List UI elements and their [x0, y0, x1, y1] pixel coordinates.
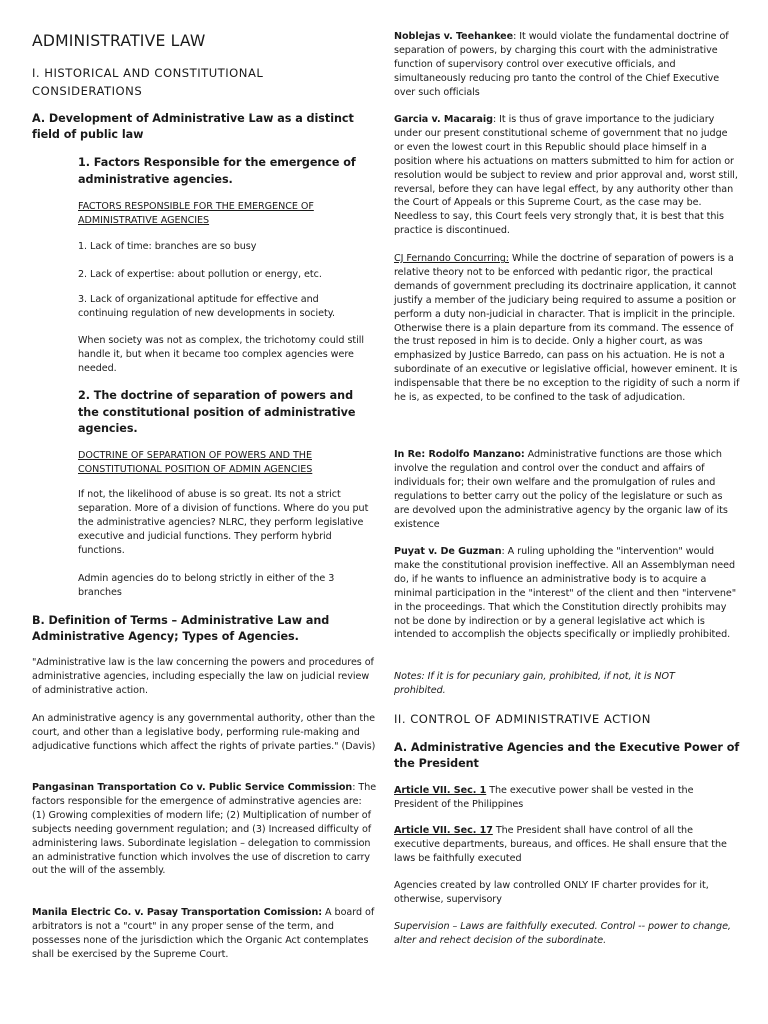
case-text-meralco: A board of arbitrators is not a "court" in any proper sense of the term, and possesses none of the jurisdiction which the Organic Act contemplates shall be exercised by the Supreme Court. [32, 907, 375, 960]
case-name-garcia: Garcia v. Macaraig [394, 114, 493, 125]
case-text-manzano: Administrative functions are those which involve the regulation and control over the conduct and affairs of individuals for; their own welfare and the promulgation of rules and regulations to better carry out the policy of the legislature or such as are devolved upon the administrative agency by the organic law of its existence [394, 449, 728, 530]
case-meralco [32, 906, 377, 962]
case-name-cj-fernando: CJ Fernando Concurring: [394, 253, 509, 264]
factors-heading: FACTORS RESPONSIBLE FOR THE EMERGENCE OF ADMINISTRATIVE AGENCIES [78, 201, 314, 226]
admin-agencies-note: Admin agencies do to belong strictly in either of the 3 branches [78, 573, 335, 598]
factor-item-1: 1. Lack of time: branches are so busy [78, 241, 257, 252]
subheading-factors: 1. Factors Responsible for the emergence of administrative agencies. [78, 156, 356, 186]
section-heading-historical: I. HISTORICAL AND CONSTITUTIONAL CONSIDERATIONS [32, 66, 264, 98]
case-manzano [394, 448, 740, 531]
factor-item-3: 3. Lack of organizational aptitude for effective and continuing regulation of new developments in society. [78, 294, 335, 319]
case-puyat [394, 545, 740, 642]
case-text-noblejas: : It would violate the fundamental doctrine of separation of powers, by charging this court with the administrative function of supervisory control over executive officials, and simultaneously reducing pro tanto the control of the Chief Executive over such officials [394, 31, 729, 98]
case-pangasinan [32, 781, 377, 878]
doctrine-heading: DOCTRINE OF SEPARATION OF POWERS AND THE CONSTITUTIONAL POSITION OF ADMIN AGENCIES [78, 450, 313, 475]
case-name-noblejas: Noblejas v. Teehankee [394, 31, 514, 42]
article-text-sec-17: The President shall have control of all the executive departments, bureaus, and offices. He shall ensure that the laws be faithfully executed [394, 825, 727, 864]
society-note: When society was not as complex, the trichotomy could still handle it, but when it became too complex agencies were needed. [78, 335, 364, 374]
case-name-manzano: In Re: Rodolfo Manzano: [394, 449, 525, 460]
subsection-heading-development: A. Development of Administrative Law as a distinct field of public law [32, 112, 354, 141]
case-name-meralco: Manila Electric Co. v. Pasay Transportation Comission: [32, 907, 323, 918]
notes-pecuniary: Notes: If it is for pecuniary gain, prohibited, if not, it is NOT prohibited. [394, 671, 675, 696]
subsection-heading-definition: B. Definition of Terms – Administrative Law and Administrative Agency; Types of Agencies. [32, 614, 330, 643]
document-title: ADMINISTRATIVE LAW [32, 32, 206, 50]
case-cj-fernando [394, 252, 740, 405]
subheading-separation: 2. The doctrine of separation of powers and the constitutional position of administrative agencies. [78, 389, 356, 435]
doctrine-text: If not, the likelihood of abuse is so great. Its not a strict separation. More of a division of functions. Where do you put the administrative agencies? NLRC, they perform legislative executive and judicial functions. They perform hybrid functions. [78, 489, 369, 556]
agencies-note: Agencies created by law controlled ONLY IF charter provides for it, otherwise, supervisory [394, 880, 709, 905]
case-text-puyat: : A ruling upholding the "intervention" would make the constitutional provision ineffective. All an Assemblyman need do, if he wants to influence an administrative body is to acquire a minimal participation in the "interest" of the client and then "intervene" in the proceedings. That which the Constitution directly prohibits may not be done by indirection or by a general legislative act which is intended to accomplish the objects specifically or impliedly prohibited. [394, 546, 737, 641]
case-noblejas [394, 30, 740, 100]
case-text-cj-fernando: While the doctrine of separation of powers is a relative theory not to be enforced with pedantic rigor, the practical demands of government precluding its doctrinaire application, it cannot justify a member of the judiciary being required to assume a position or perform a duty non-judicial in character. That is implicit in the principle. Otherwise there is a plain departure from its command. The essence of the trust reposed in him is to decide. Only a higher court, as was emphasized by Justice Barredo, can pass on his actuation. He is not a subordinate of an executive or legislative official, however eminent. It is indispensable that there be no exception to the rigidity of such a norm if he is, as expected, to be confined to the task of adjudication. [394, 253, 740, 404]
case-name-puyat: Puyat v. De Guzman [394, 546, 502, 557]
case-name-pangasinan: Pangasinan Transportation Co v. Public Service Commission [32, 782, 353, 793]
factor-item-2: 2. Lack of expertise: about pollution or energy, etc. [78, 269, 322, 280]
case-text-pangasinan: : The factors responsible for the emergence of adminstrative agencies are: (1) Growing complexities of modern life; (2) Multiplication of number of subjects needing government regulation; and (3) Increased difficulty of administering laws. Subordinate legislation – delegation to commission an administrative function which involves the use of discretion to carry out the will of the assembly. [32, 782, 377, 877]
definition-admin-law: "Administrative law is the law concerning the powers and procedures of administrative agencies, including especially the law on judicial review of administrative action. [32, 657, 374, 696]
section-heading-control: II. CONTROL OF ADMINISTRATIVE ACTION [394, 712, 651, 726]
article-name-sec-17: Article VII. Sec. 17 [394, 825, 493, 836]
article-vii-sec-17 [394, 824, 740, 866]
article-name-sec-1: Article VII. Sec. 1 [394, 785, 487, 796]
article-vii-sec-1 [394, 784, 740, 812]
case-garcia [394, 113, 740, 238]
supervision-note: Supervision – Laws are faithfully executed. Control -- power to change, alter and rehect decision of the subordinate. [394, 921, 731, 946]
article-text-sec-1: The executive power shall be vested in the President of the Philippines [394, 785, 694, 810]
definition-admin-agency: An administrative agency is any governmental authority, other than the court, and other than a legislative body, performing rule-making and adjudicative functions which affect the rights of private parties." (Davis) [32, 713, 376, 752]
subsection-heading-executive: A. Administrative Agencies and the Executive Power of the President [394, 741, 740, 770]
case-text-garcia: : It is thus of grave importance to the judiciary under our present constitutional scheme of government that no judge or even the lowest court in this Republic should place himself in a position where his actuations on matters submitted to him for action or resolution would be subject to review and prior approval and, worst still, reversal, before they can have legal effect, by any authority other than the Court of Appeals or this Supreme Court, as the case may be. Needless to say, this Court feels very strongly that, it is best that this practice is discontinued. [394, 114, 738, 237]
